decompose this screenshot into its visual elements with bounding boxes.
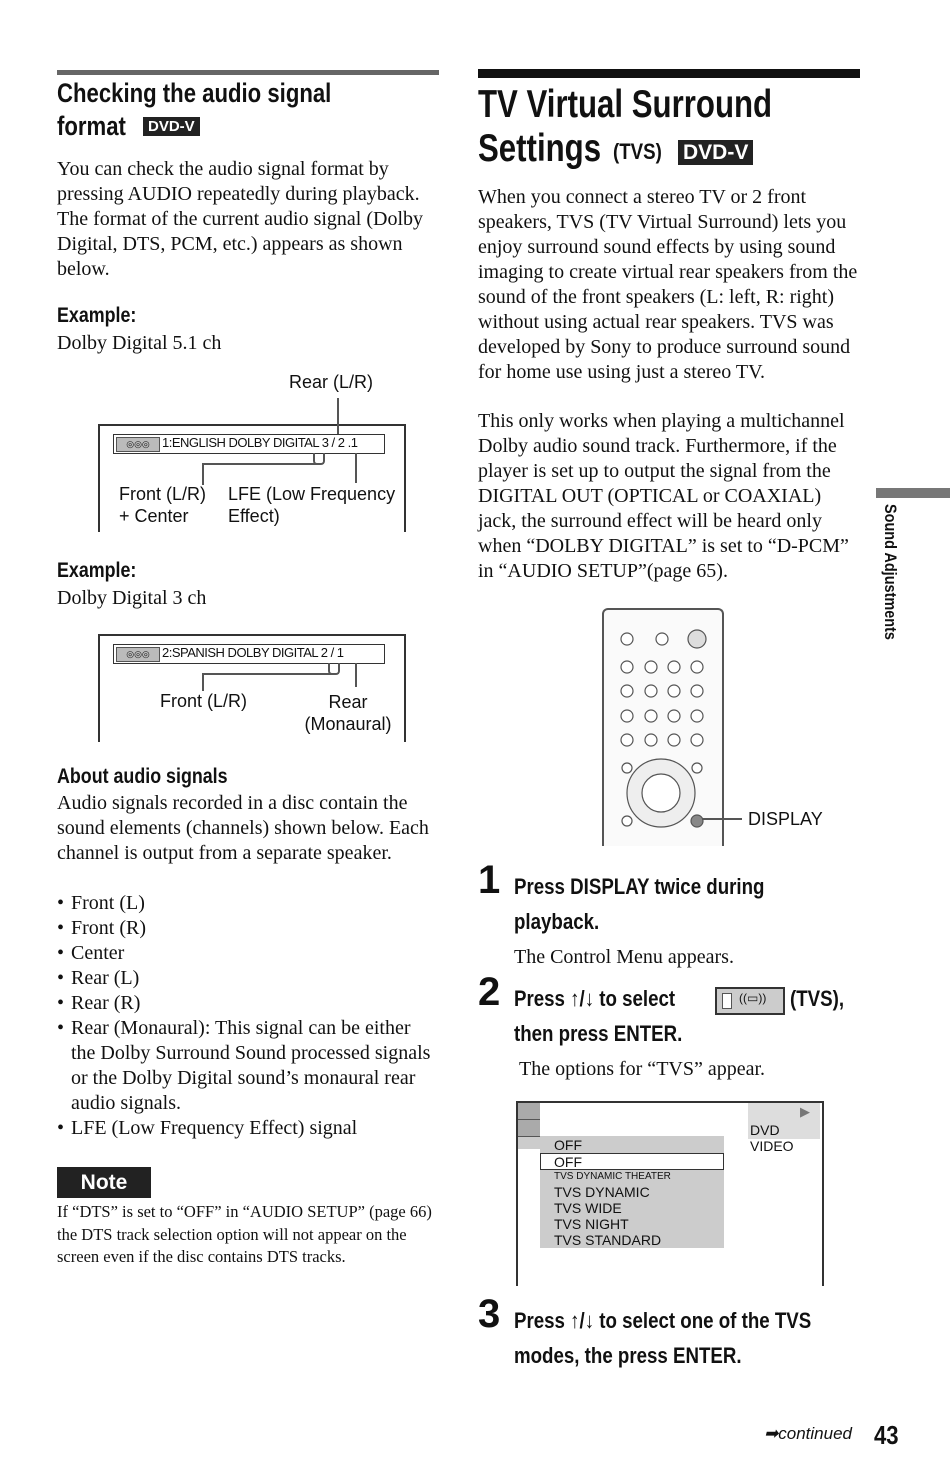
audio-icon: ◎◎◎ [116,647,160,662]
tvs-icon: ((▭)) [715,987,785,1015]
example1-osd-text: 1:ENGLISH DOLBY DIGITAL 3 / 2 .1 [162,435,358,450]
page-title-line1: TV Virtual Surround [478,83,773,126]
callout-effect-label: Effect) [228,506,280,526]
remote-control [602,608,724,846]
channel-list [57,891,437,1141]
step-3-text [514,1303,864,1373]
menu-option[interactable]: TVS DYNAMIC THEATER [554,1171,671,1182]
note-text: If “DTS” is set to “OFF” in “AUDIO SETUP” (page 66) the DTS track selection option will not appear on the screen even if the disc contains DTS tracks. [57,1202,432,1266]
right-top-rule [478,69,860,78]
section-title-line1: Checking the audio signal [57,78,332,108]
list-item: • LFE (Low Frequency Effect) signal [57,1116,437,1141]
step-1-text [514,869,809,939]
continued-text: continued [778,1424,852,1443]
example2-heading: Example: [57,559,137,582]
page-title [478,83,846,127]
callout-line [202,673,204,691]
continued-arrow-icon: ➡ [764,1424,779,1443]
callout-line [702,818,742,820]
step-1-sub: The Control Menu appears. [514,946,734,968]
tvs-suffix: (TVS) [613,139,662,164]
step-1-line2: playback. [514,909,600,934]
list-item: • Rear (Monaural): This signal can be either the Dolby Surround Sound processed signals or the Dolby Digital sound’s monaural rear audio signals. [57,1016,437,1116]
menu-icon-tab [518,1137,540,1149]
left-top-rule [57,70,439,75]
audio-icon: ◎◎◎ [116,437,160,452]
callout-center-label: + Center [119,506,189,526]
callout-lfe [228,483,395,527]
callout-front-lr-label: Front (L/R) [119,484,207,504]
callout-rear-monaural [303,691,393,735]
side-tab-label: Sound Adjustments [881,504,900,640]
note-label: Note [57,1167,151,1198]
play-icon: ▶ [800,1104,810,1119]
callout-front-center [119,483,206,527]
section-title [57,77,392,143]
dvd-v-badge: DVD-V [678,140,753,165]
section-title-line2: format [57,111,126,141]
step-3-line2: modes, the press ENTER. [514,1343,742,1368]
tvs-menu-screen [516,1101,824,1286]
step-2-sub: The options for “TVS” appear. [519,1058,766,1080]
example1-text: Dolby Digital 5.1 ch [57,332,222,354]
step-2-line1b: (TVS), [790,986,845,1011]
callout-lfe-label: LFE (Low Frequency [228,484,396,504]
list-item: • Rear (L) [57,966,437,991]
list-item: • Front (R) [57,916,437,941]
callout-line [202,463,318,465]
step-2-line1a: Press ↑/↓ to select [514,986,676,1011]
side-tab-label-wrap [878,504,902,664]
about-heading: About audio signals [57,765,228,788]
menu-option[interactable]: TVS STANDARD [554,1232,662,1248]
dvd-v-badge: DVD-V [143,117,200,136]
menu-icon-tab [518,1103,540,1120]
step-2-line2: then press ENTER. [514,1021,683,1046]
callout-rear-label: Rear [328,692,368,712]
page-title-line2-wrap [478,127,632,171]
callout-rear-lr: Rear (L/R) [289,372,374,392]
page-number: 43 [874,1420,899,1450]
menu-current-value[interactable]: OFF [554,1137,582,1153]
example1-heading: Example: [57,304,137,327]
continued-label [764,1424,852,1444]
tvs-paragraph-1: When you connect a stereo TV or 2 front speakers, TVS (TV Virtual Surround) lets you enjoy surround sound effects by using sound imaging to create virtual rear speakers from the sound of the front speakers (L: left, R: right) without using actual rear speakers. TVS was developed by Sony to produce surround sound for home use using just a stereo TV. [478,186,858,383]
menu-source-label: DVD VIDEO [750,1122,794,1154]
intro-paragraph: You can check the audio signal format by pressing AUDIO repeatedly during playback. The format of the current audio signal (Dolby Digital, DTS, PCM, etc.) appears as shown below. [57,158,423,280]
step-number: 1 [478,858,501,902]
side-tab-bar [876,488,950,498]
menu-option[interactable]: TVS NIGHT [554,1216,629,1232]
remote-control-drawing [604,610,722,846]
page-title-line2: Settings [478,127,602,170]
display-button-label: DISPLAY [748,809,823,829]
step-number: 3 [478,1292,501,1336]
callout-monaural-label: (Monaural) [304,714,392,734]
list-item: • Rear (R) [57,991,437,1016]
callout-line [355,663,357,687]
step-3-line1: Press ↑/↓ to select one of the TVS [514,1308,812,1333]
callout-line [202,673,334,675]
list-item: • Front (L) [57,891,437,916]
menu-option[interactable]: TVS DYNAMIC [554,1184,650,1200]
example2-osd-text: 2:SPANISH DOLBY DIGITAL 2 / 1 [162,645,344,660]
step-1-line1: Press DISPLAY twice during [514,874,765,899]
callout-front-lr: Front (L/R) [160,691,248,711]
menu-icon-tab [518,1120,540,1137]
list-item: • Center [57,941,437,966]
example2-text: Dolby Digital 3 ch [57,587,207,609]
menu-option-off[interactable]: OFF [554,1154,582,1170]
callout-line [355,453,357,483]
tvs-paragraph-2: This only works when playing a multichannel Dolby audio sound track. Furthermore, if the player is set up to output the signal from the DIGITAL OUT (OPTICAL or COAXIAL) jack, the surround effect will be heard only when “DOLBY DIGITAL” is set to “D-PCM” in “AUDIO SETUP”(page 65). [478,410,849,582]
about-paragraph: Audio signals recorded in a disc contain the sound elements (channels) shown below. Each channel is output from a separate speaker. [57,792,429,864]
callout-line [202,463,204,485]
menu-option[interactable]: TVS WIDE [554,1200,622,1216]
step-number: 2 [478,970,501,1014]
callout-line [337,398,339,434]
